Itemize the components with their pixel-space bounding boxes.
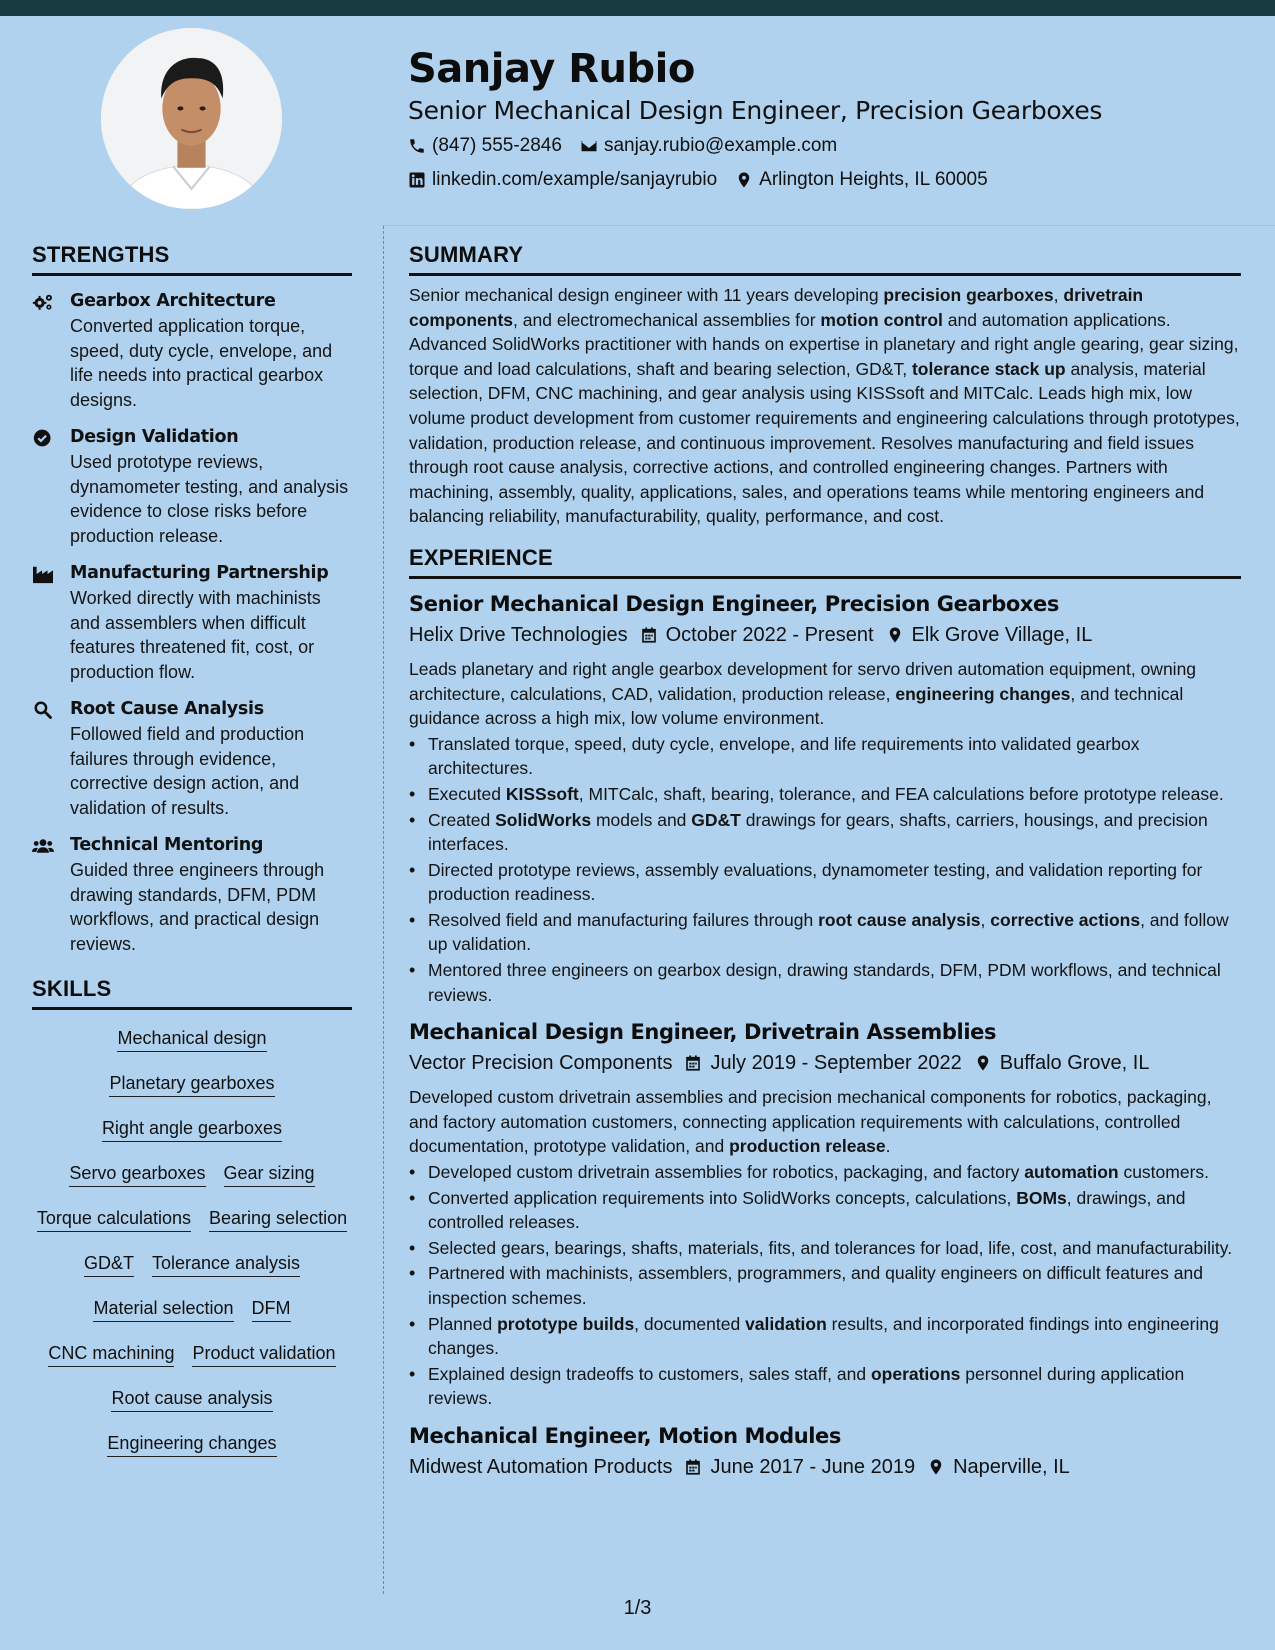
- bold-phrase: SolidWorks: [495, 809, 592, 830]
- strength-description: Used prototype reviews, dynamometer testing, and analysis evidence to close risks before production release.: [70, 452, 349, 546]
- text-run: Executed: [428, 783, 506, 804]
- contact-row-1: [408, 130, 1248, 162]
- strength-title: Design Validation: [70, 427, 239, 447]
- factory-icon: [32, 564, 54, 584]
- candidate-name: Sanjay Rubio: [408, 46, 695, 92]
- portrait-image: [101, 28, 282, 209]
- job-location: Buffalo Grove, IL: [999, 1052, 1150, 1075]
- job-dates: July 2019 - September 2022: [710, 1052, 962, 1075]
- phone-number: (847) 555-2846: [432, 135, 562, 156]
- job-meta: [409, 1451, 1241, 1483]
- map-pin-icon: [927, 1458, 945, 1476]
- calendar-icon: [640, 626, 658, 644]
- skill-tag: GD&T: [84, 1251, 134, 1277]
- text-run: Directed prototype reviews, assembly evaluations, dynamometer testing, and validation reporting for production readiness.: [428, 859, 1203, 905]
- skills-section: [32, 974, 352, 1457]
- text-run: personnel during application reviews.: [428, 1363, 1185, 1409]
- bullet-item: [409, 858, 1241, 907]
- bold-phrase: precision gearboxes: [883, 285, 1054, 305]
- text-run: Leads planetary and right angle gearbox development for servo driven automation equipment, owning architecture, calculations, CAD, validation, production release,: [409, 658, 1197, 704]
- bullet-item: [409, 782, 1241, 807]
- experience-heading: EXPERIENCE: [409, 543, 1241, 579]
- bullet-item: [409, 1261, 1241, 1310]
- phone-icon: [408, 137, 426, 155]
- company-name: Helix Drive Technologies: [409, 623, 628, 646]
- text-run: Explained design tradeoffs to customers, sales staff, and: [428, 1363, 871, 1384]
- job-description: [409, 1085, 1241, 1159]
- bold-phrase: operations: [870, 1363, 961, 1384]
- strength-description: Converted application torque, speed, duty cycle, envelope, and life needs into practical gearbox designs.: [70, 316, 333, 410]
- text-run: analysis, material selection, DFM, CNC machining, and gear analysis using KISSsoft and MITCalc. Leads high mix, low volume product development from customer requirements and engineering calculations through prototypes, validation, production release, and continuous improvement. Resolves manufacturing and field issues through root cause analysis, corrective actions, and controlled engineering changes. Partners with machining, assembly, quality, applications, sales, and operations teams while mentoring engineers and balancing reliability, manufacturability, quality, performance, and cost.: [409, 358, 1240, 527]
- bold-phrase: motion control: [820, 309, 943, 330]
- bold-phrase: automation: [1024, 1162, 1119, 1183]
- linkedin-icon: [408, 171, 426, 189]
- text-run: , and follow up validation.: [428, 909, 1229, 955]
- job-meta: [409, 1047, 1241, 1079]
- text-run: , MITCalc, shaft, bearing, tolerance, and FEA calculations before prototype release.: [578, 783, 1224, 804]
- bullet-item: [409, 1236, 1241, 1261]
- skill-tag: Servo gearboxes: [69, 1161, 205, 1187]
- strength-item: [32, 560, 352, 684]
- text-run: Created: [428, 809, 496, 830]
- email-address: sanjay.rubio@example.com: [603, 135, 838, 156]
- left-column: [32, 240, 352, 1457]
- text-run: and automation applications. Advanced SolidWorks practitioner with hands on expertise in planetary and right angle gearing, gear sizing, torque and load calculations, shaft and bearing selection, GD&T,: [409, 309, 1239, 379]
- resume-header: [408, 44, 1248, 196]
- calendar-icon: [684, 1054, 702, 1072]
- text-run: Developed custom drivetrain assemblies for robotics, packaging, and factory: [428, 1162, 1025, 1183]
- text-run: models and: [591, 809, 692, 830]
- right-column: [409, 240, 1241, 1483]
- skill-tag: Tolerance analysis: [152, 1251, 300, 1277]
- strength-item: [32, 696, 352, 820]
- gears-icon: [32, 292, 54, 312]
- text-run: .: [885, 1136, 891, 1157]
- location-text: Arlington Heights, IL 60005: [759, 169, 988, 190]
- summary-text: [409, 283, 1241, 529]
- map-pin-icon: [886, 626, 904, 644]
- bullet-item: [409, 1312, 1241, 1361]
- skill-tag: CNC machining: [48, 1341, 174, 1367]
- linkedin-contact[interactable]: [408, 164, 717, 196]
- strength-title: Gearbox Architecture: [70, 291, 276, 311]
- candidate-title: Senior Mechanical Design Engineer, Precision Gearboxes: [408, 96, 1103, 125]
- skill-tag: DFM: [252, 1296, 291, 1322]
- bold-phrase: tolerance stack up: [911, 358, 1066, 379]
- bullet-item: [409, 808, 1241, 857]
- page-number: 1/3: [623, 1597, 652, 1619]
- bold-phrase: corrective actions: [990, 909, 1141, 930]
- bullet-item: [409, 908, 1241, 957]
- check-circle-icon: [32, 428, 54, 448]
- phone-contact[interactable]: [408, 130, 562, 162]
- bold-phrase: drivetrain components: [409, 285, 1144, 330]
- bold-phrase: BOMs: [1016, 1187, 1067, 1208]
- skill-tag: Right angle gearboxes: [102, 1116, 282, 1142]
- company-name: Midwest Automation Products: [409, 1455, 673, 1478]
- strength-title: Technical Mentoring: [70, 835, 264, 855]
- skill-tag: Bearing selection: [209, 1206, 347, 1232]
- bold-phrase: production release: [729, 1136, 886, 1157]
- job-entry: [409, 1421, 1241, 1483]
- text-run: Selected gears, bearings, shafts, materials, fits, and tolerances for load, life, cost, and manufacturability.: [428, 1237, 1233, 1258]
- column-divider: [383, 226, 384, 1594]
- strength-title: Root Cause Analysis: [70, 699, 264, 719]
- profile-photo: [101, 28, 282, 209]
- text-run: Planned: [428, 1313, 498, 1334]
- skill-tag: Product validation: [192, 1341, 335, 1367]
- bold-phrase: KISSsoft: [505, 783, 579, 804]
- skill-tag: Torque calculations: [37, 1206, 191, 1232]
- job-description: [409, 657, 1241, 731]
- strength-item: [32, 288, 352, 412]
- job-bullets: [409, 1160, 1241, 1411]
- strength-item: [32, 424, 352, 548]
- job-location: Elk Grove Village, IL: [911, 623, 1093, 646]
- text-run: drawings for gears, shafts, carriers, housings, and precision interfaces.: [428, 809, 1208, 855]
- text-run: Converted application requirements into SolidWorks concepts, calculations,: [428, 1187, 1017, 1208]
- text-run: results, and incorporated findings into engineering changes.: [428, 1313, 1219, 1359]
- strength-description: Followed field and production failures through evidence, corrective design action, and validation of results.: [70, 724, 305, 818]
- bold-phrase: validation: [745, 1313, 827, 1334]
- text-run: Developed custom drivetrain assemblies and precision mechanical components for robotics, packaging, and factory automation customers, connecting application requirements with calculations, controlled documentation, prototype validation, and: [409, 1087, 1212, 1157]
- job-title: Senior Mechanical Design Engineer, Precision Gearboxes: [409, 591, 1059, 616]
- job-meta: [409, 619, 1241, 651]
- text-run: , and electromechanical assemblies for: [513, 309, 821, 330]
- text-run: customers.: [1118, 1162, 1210, 1183]
- strength-item: [32, 832, 352, 956]
- text-run: , documented: [634, 1313, 746, 1334]
- header-divider: [382, 225, 1275, 226]
- text-run: ,: [1053, 285, 1064, 305]
- text-run: ,: [980, 909, 991, 930]
- job-entry: [409, 589, 1241, 1007]
- skill-tag: Gear sizing: [224, 1161, 315, 1187]
- skills-heading: SKILLS: [32, 974, 352, 1010]
- strengths-heading: STRENGTHS: [32, 240, 352, 276]
- skill-tag: Root cause analysis: [111, 1386, 272, 1412]
- skill-tag: Planetary gearboxes: [109, 1071, 274, 1097]
- job-bullets: [409, 732, 1241, 1008]
- summary-heading: SUMMARY: [409, 240, 1241, 276]
- job-title: Mechanical Design Engineer, Drivetrain Assemblies: [409, 1020, 997, 1045]
- strength-description: Worked directly with machinists and assemblers when difficult features threatened fit, cost, or production flow.: [70, 588, 321, 682]
- job-location: Naperville, IL: [953, 1455, 1070, 1478]
- map-pin-icon: [974, 1054, 992, 1072]
- job-list: [409, 589, 1241, 1483]
- text-run: , drawings, and controlled releases.: [428, 1187, 1186, 1233]
- bold-phrase: root cause analysis: [818, 909, 981, 930]
- linkedin-url: linkedin.com/example/sanjayrubio: [432, 169, 718, 190]
- users-icon: [32, 836, 54, 856]
- skill-tag: Mechanical design: [117, 1026, 266, 1052]
- top-bar: [0, 0, 1275, 16]
- bullet-item: [409, 1362, 1241, 1411]
- company-name: Vector Precision Components: [409, 1052, 673, 1075]
- bullet-item: [409, 1186, 1241, 1235]
- text-run: Mentored three engineers on gearbox design, drawing standards, DFM, PDM workflows, and technical reviews.: [428, 960, 1221, 1005]
- job-dates: October 2022 - Present: [665, 623, 874, 646]
- skill-list: [32, 1026, 352, 1457]
- job-entry: [409, 1017, 1241, 1411]
- bullet-item: [409, 1160, 1241, 1185]
- contact-row-2: [408, 164, 1248, 196]
- bullet-item: [409, 732, 1241, 781]
- bold-phrase: engineering changes: [895, 683, 1071, 704]
- skill-tag: Material selection: [93, 1296, 233, 1322]
- calendar-icon: [684, 1458, 702, 1476]
- email-contact[interactable]: [580, 130, 837, 162]
- bold-phrase: GD&T: [691, 809, 741, 830]
- strength-title: Manufacturing Partnership: [70, 563, 329, 583]
- text-run: , and technical guidance across a high mix, low volume environment.: [409, 683, 1184, 729]
- text-run: Resolved field and manufacturing failures through: [428, 909, 819, 930]
- bold-phrase: prototype builds: [497, 1313, 635, 1334]
- job-dates: June 2017 - June 2019: [710, 1455, 916, 1478]
- text-run: Senior mechanical design engineer with 11 years developing: [409, 285, 884, 305]
- location-contact: [735, 164, 988, 196]
- text-run: Translated torque, speed, duty cycle, envelope, and life requirements into validated gearbox architectures.: [428, 733, 1140, 779]
- envelope-icon: [580, 137, 598, 155]
- map-pin-icon: [735, 171, 753, 189]
- strength-description: Guided three engineers through drawing standards, DFM, PDM workflows, and practical design reviews.: [70, 860, 325, 954]
- bullet-item: [409, 958, 1241, 1007]
- skill-tag: Engineering changes: [107, 1431, 276, 1457]
- text-run: Partnered with machinists, assemblers, programmers, and quality engineers on difficult features and inspection schemes.: [428, 1263, 1203, 1308]
- job-title: Mechanical Engineer, Motion Modules: [409, 1423, 842, 1448]
- search-icon: [32, 700, 54, 720]
